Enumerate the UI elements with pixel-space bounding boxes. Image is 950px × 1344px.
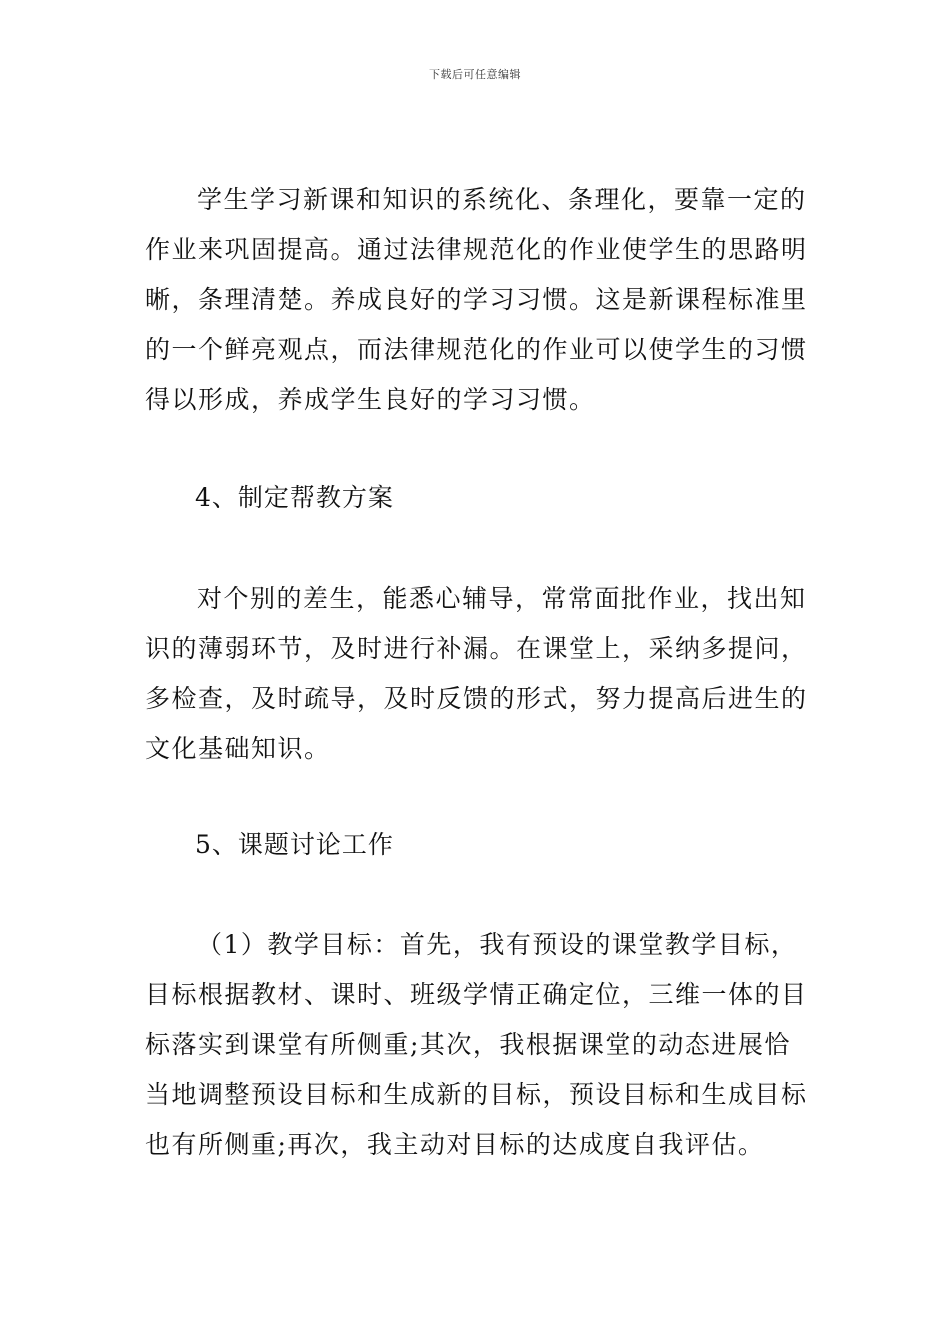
section-heading-4: 4、制定帮教方案 <box>195 483 394 512</box>
paragraph-teaching-goals <box>145 920 810 1170</box>
paragraph-homework-habits <box>145 175 810 425</box>
paragraph-text: 学生学习新课和知识的系统化、条理化，要靠一定的作业来巩固提高。通过法律规范化的作业使学生的思路明晰，条理清楚。养成良好的学习习惯。这是新课程标准里的一个鲜亮观点，而法律规范化的作业可以使学生的习惯得以形成，养成学生良好的学习习惯。 <box>145 185 808 414</box>
section-heading-5: 5、课题讨论工作 <box>195 830 394 859</box>
paragraph-text: 对个别的差生，能悉心辅导，常常面批作业，找出知识的薄弱环节，及时进行补漏。在课堂上，采纳多提问，多检查，及时疏导，及时反馈的形式，努力提高后进生的文化基础知识。 <box>145 584 808 763</box>
paragraph-tutoring-plan <box>145 574 810 774</box>
page-header: 下载后可任意编辑 <box>429 68 521 81</box>
paragraph-text: （1）教学目标：首先，我有预设的课堂教学目标，目标根据教材、课时、班级学情正确定位，三维一体的目标落实到课堂有所侧重;其次，我根据课堂的动态进展恰当地调整预设目标和生成新的目标，预设目标和生成目标也有所侧重;再次，我主动对目标的达成度自我评估。 <box>145 930 808 1159</box>
